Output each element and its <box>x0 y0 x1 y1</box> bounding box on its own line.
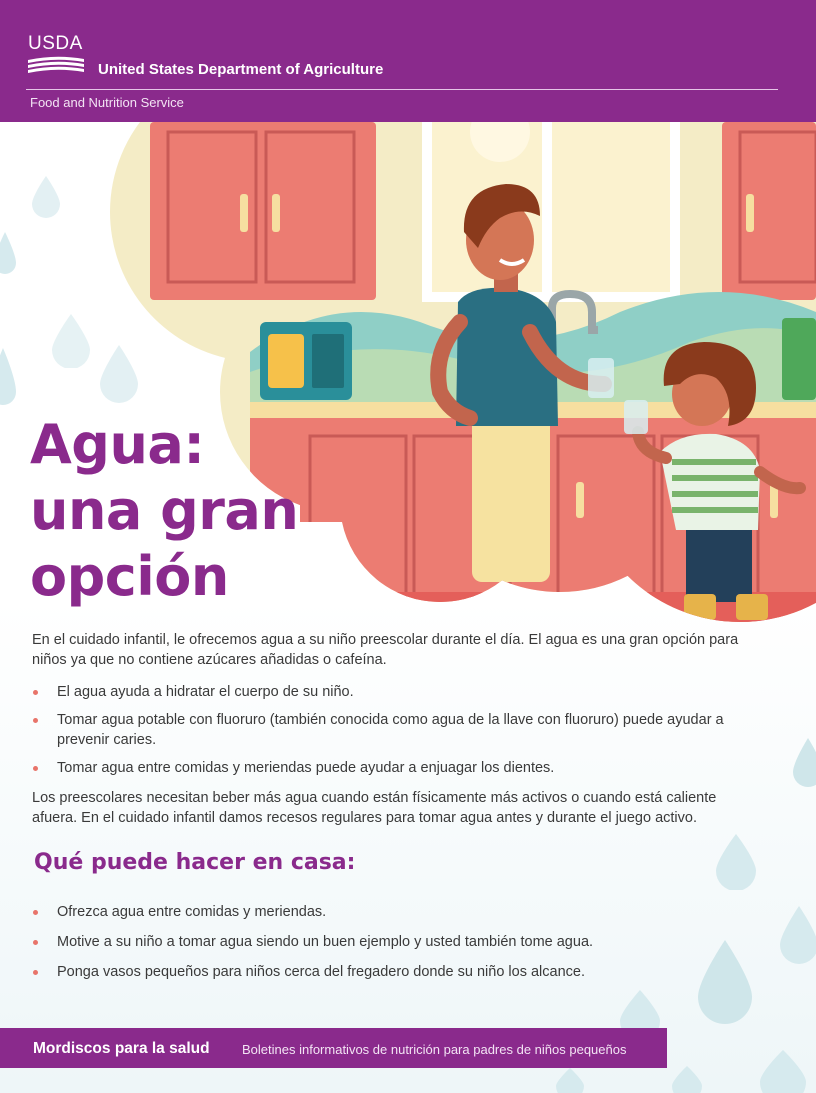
bullet-icon <box>33 970 38 975</box>
list-item-text: Tomar agua potable con fluoruro (también conocida como agua de la llave con fluoruro) puede ayudar a prevenir caries. <box>57 712 724 748</box>
list-item-text: El agua ayuda a hidratar el cuerpo de su niño. <box>57 684 354 700</box>
intro-paragraph: En el cuidado infantil, le ofrecemos agua a su niño preescolar durante el día. El agua es una gran opción para niños ya que no contiene azúcares añadidas o cafeína. <box>32 632 739 668</box>
usda-logo-icon <box>26 36 88 76</box>
water-drop-icon <box>672 1066 702 1093</box>
water-drop-icon <box>716 834 756 890</box>
bullet-icon <box>33 910 38 915</box>
title-line-1: Agua: <box>30 413 205 476</box>
list-item-text: Ofrezca agua entre comidas y meriendas. <box>57 904 327 920</box>
home-section-heading: Qué puede hacer en casa: <box>34 850 356 875</box>
footer-series-title: Mordiscos para la salud <box>33 1040 210 1057</box>
bullet-icon <box>33 940 38 945</box>
department-name: United States Department of Agriculture <box>98 61 384 78</box>
list-item-text: Tomar agua entre comidas y meriendas puede ayudar a enjuagar los dientes. <box>57 760 555 776</box>
water-drop-icon <box>780 906 816 964</box>
water-drop-icon <box>793 738 816 788</box>
activity-paragraph: Los preescolares necesitan beber más agua cuando están físicamente más activos o cuando está caliente afuera. En el cuidado infantil damos recesos regulares para tomar agua antes y durante el juego activo. <box>32 790 717 826</box>
bullet-icon <box>33 718 38 723</box>
background-gradient <box>0 600 816 1093</box>
list-item <box>32 962 752 982</box>
home-tips-list <box>32 902 752 982</box>
water-drop-icon <box>556 1068 584 1093</box>
list-item-text: Ponga vasos pequeños para niños cerca del fregadero donde su niño los alcance. <box>57 964 586 980</box>
title-line-2: una gran <box>30 479 299 542</box>
benefits-list <box>32 682 752 778</box>
list-item <box>32 682 752 702</box>
list-item <box>32 902 752 922</box>
list-item <box>32 710 752 750</box>
usda-logo-text: USDA <box>28 33 83 54</box>
page-title <box>30 412 298 610</box>
water-drop-icon <box>760 1050 806 1093</box>
agency-name: Food and Nutrition Service <box>30 95 184 110</box>
list-item <box>32 758 752 778</box>
bullet-icon <box>33 766 38 771</box>
header-divider <box>26 89 778 90</box>
list-item-text: Motive a su niño a tomar agua siendo un buen ejemplo y usted también tome agua. <box>57 934 594 950</box>
footer-series-subtitle: Boletines informativos de nutrición para padres de niños pequeños <box>242 1042 627 1057</box>
bullet-icon <box>33 690 38 695</box>
title-line-3: opción <box>30 545 229 608</box>
list-item <box>32 932 752 952</box>
